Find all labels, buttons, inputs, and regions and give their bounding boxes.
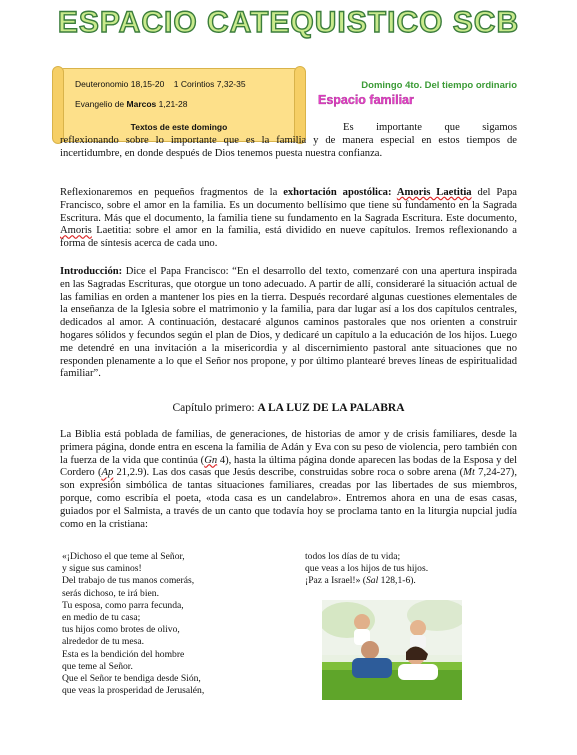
reading-corintios: 1 Corintios 7,32-35 bbox=[173, 79, 246, 89]
gospel-prefix: Evangelio de bbox=[75, 99, 127, 109]
paragraph-amoris: Reflexionaremos en pequeños fragmentos de la exhortación apostólica: Amoris Laetitia del Papa Francisco, sobre el amor en la familia. Es un documento bellísimo que tiene su fundamento en la Sagrada Escritura. Más que el documento, la familia tiene su fundamento en la Sagrada Escritura. Este documento, Amoris Laetitia: sobre el amor en la familia, está dividido en nueve capítulos. Iremos reflexionando a forma de síntesis acerca de cada uno. bbox=[60, 187, 517, 250]
reading-deuteronomio: Deuteronomio 18,15-20 bbox=[75, 79, 165, 89]
readings-line-1 bbox=[75, 79, 246, 89]
sunday-label: Domingo 4to. Del tiempo ordinario bbox=[361, 80, 517, 91]
family-photo bbox=[322, 600, 462, 700]
gospel-ref: 1,21-28 bbox=[156, 99, 188, 109]
intro-label: Introducción: bbox=[60, 266, 123, 277]
readings-line-2 bbox=[75, 99, 187, 109]
section-title: Espacio familiar bbox=[318, 93, 414, 107]
page-title: ESPACIO CATEQUISTICO SCB bbox=[57, 6, 520, 39]
gospel-book: Marcos bbox=[126, 99, 157, 109]
psalm-left-column: «¡Dichoso el que teme al Señor, y sigue sus caminos! Del trabajo de tus manos comerás, serás dichoso, te irá bien. Tu esposa, como parra fecunda, en medio de tu casa; tus hijos como brotes de olivo, alrededor de tu mesa. Esta es la bendición del hombre que teme al Señor. Que el Señor te bendiga desde Sión, que veas la prosperidad de Jerusalén, bbox=[62, 551, 205, 697]
chapter-heading: Capítulo primero: A LA LUZ DE LA PALABRA bbox=[172, 402, 405, 414]
readings-caption: Textos de este domingo bbox=[130, 122, 228, 132]
paragraph-introduccion: Introducción: Dice el Papa Francisco: “En el desarrollo del texto, comenzaré con una apertura inspirada en las Sagradas Escrituras, que otorgue un tono adecuado. A partir de allí, consideraré la situación actual de las familias en orden a mantener los pies en la tierra. Después recordaré algunas cuestiones elementales de la enseñanza de la Iglesia sobre el matrimonio y la familia, para dar lugar así a los dos capítulos centrales, dedicados al amor. A continuación, destacaré algunos caminos pastorales que nos orienten a construir hogares sólidos y fecundos según el plan de Dios, y dedicaré un capítulo a la educación de los hijos. Luego me detendré en una invitación a la misericordia y al discernimiento pastoral ante situaciones que no responden plenamente a lo que el Señor nos propone, y por último plantearé breves líneas de espiritualidad familiar”. bbox=[60, 266, 517, 380]
amoris-title: Amoris Laetitia bbox=[396, 187, 472, 198]
psalm-right-column: todos los días de tu vida; que veas a los hijos de tus hijos. ¡Paz a Israel!» (Sal 128,1-6). bbox=[305, 551, 429, 587]
paragraph-biblia: La Biblia está poblada de familias, de generaciones, de historias de amor y de crisis familiares, desde la primera página, donde entra en escena la familia de Adán y Eva con su peso de violencia, pero también con la fuerza de la vida que continúa (Gn 4), hasta la última página donde aparecen las bodas de la Esposa y del Cordero (Ap 21,2.9). Las dos casas que Jesús describe, construidas sobre roca o sobre arena (Mt 7,24-27), son expresión simbólica de tantas situaciones familiares, creadas por las libertades de sus miembros, porque, como escribía el poeta, «toda casa es un candelabro». Entremos ahora en una de esas casas, guiados por el Salmista, a través de un canto que todavía hoy se proclama tanto en la liturgia nupcial judía como en la cristiana: bbox=[60, 429, 518, 530]
chapter-name: A LA LUZ DE LA PALABRA bbox=[257, 402, 405, 414]
intro-paragraph: Es importante que sigamos reflexionando sobre lo importante que es la familia y de manera especial en estos tiempos de incertidumbre, en donde después de Dios tenemos puesta nuestra confianza. bbox=[60, 122, 517, 159]
